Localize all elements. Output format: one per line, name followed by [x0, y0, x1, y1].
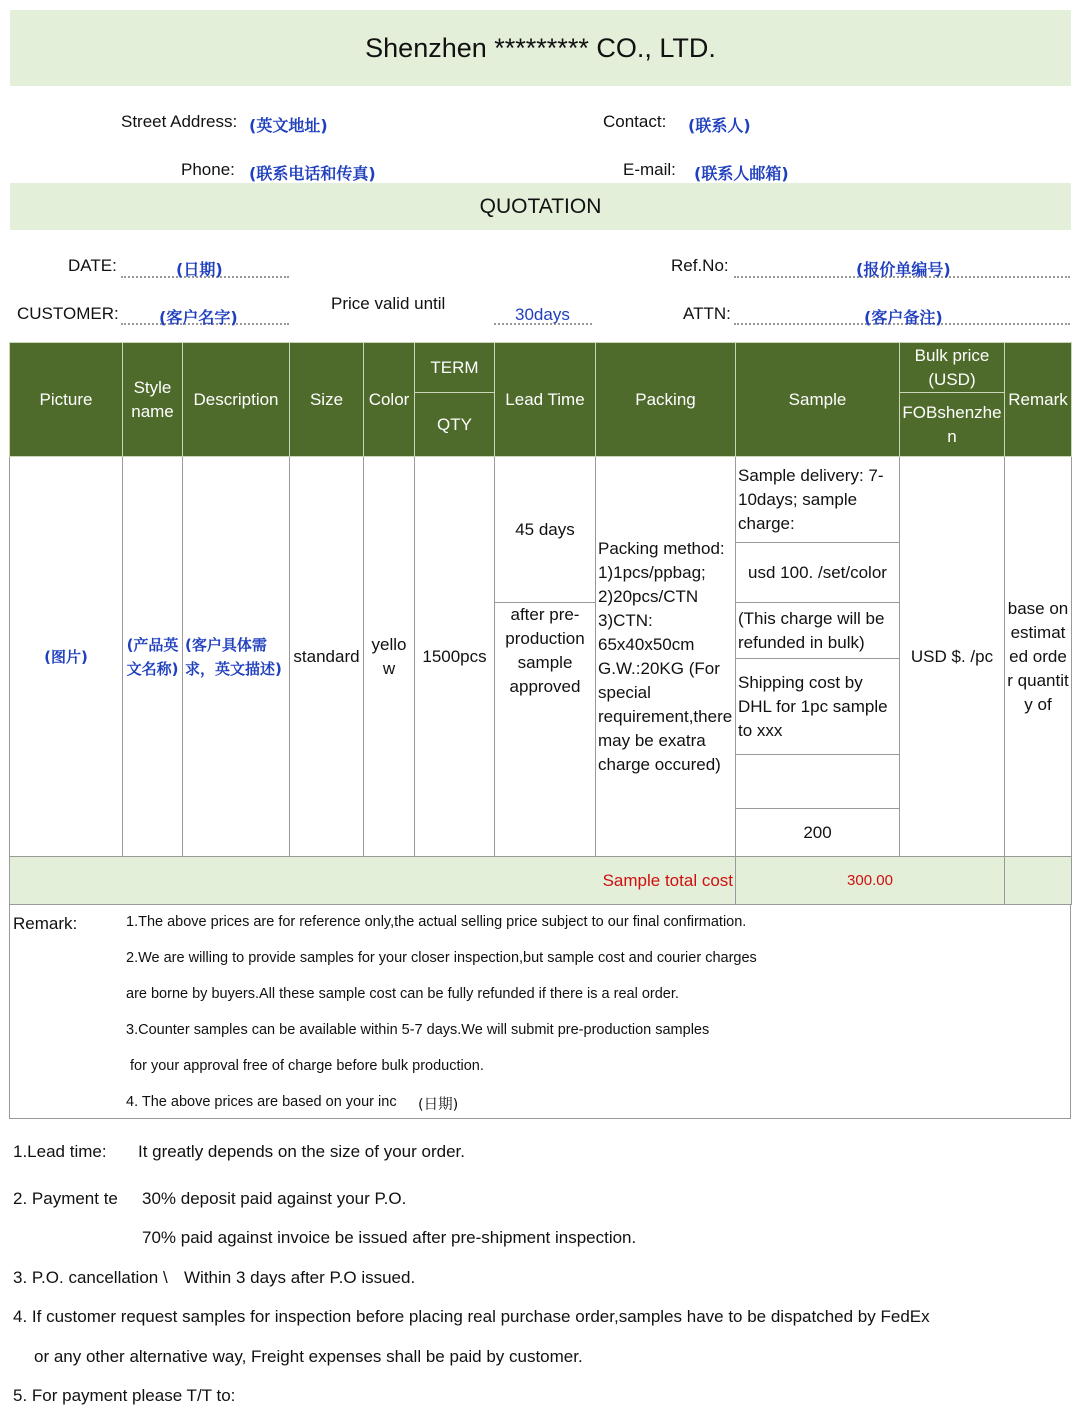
cell-sample-charge: usd 100. /set/color [736, 543, 900, 603]
remark-label: Remark: [13, 914, 78, 933]
ref-no-value: (报价单编号) [856, 260, 951, 279]
cell-sample-empty [736, 755, 900, 809]
cell-picture: (图片) [10, 457, 123, 857]
cell-packing: Packing method: 1)1pcs/ppbag; 2)20pcs/CTN 3)CTN: 65x40x50cm G.W.:20KG (For special requirement,there may be exatra charge occured) [596, 457, 736, 857]
data-row-a [10, 457, 1072, 543]
header-row-1 [10, 343, 1072, 393]
cell-sample-shipping: Shipping cost by DHL for 1pc sample to xxx [736, 659, 900, 755]
date-label: DATE: [68, 256, 117, 275]
remark-line-3: are borne by buyers.All these sample cost can be fully refunded if there is a real order. [126, 986, 679, 1002]
sample-total-label: Sample total cost [10, 857, 736, 905]
cell-lead-time-condition: after pre-production sample approved [495, 603, 596, 857]
header-description: Description [183, 343, 290, 457]
cell-style-name: (产品英文名称) [123, 457, 183, 857]
samples-term-line-1: 4. If customer request samples for inspection before placing real purchase order,samples have to be dispatched by FedEx [13, 1307, 930, 1326]
cell-size: standard [290, 457, 364, 857]
remark-line-5: for your approval free of charge before bulk production. [126, 1058, 484, 1074]
remark-section [9, 904, 1071, 1119]
ref-no-label: Ref.No: [671, 256, 729, 275]
sample-total-row [10, 857, 1072, 905]
cell-qty: 1500pcs [415, 457, 495, 857]
header-bulk-price: Bulk price (USD) [900, 343, 1005, 393]
remark-line-2: 2.We are willing to provide samples for your closer inspection,but sample cost and courier charges [126, 950, 757, 966]
email-value: (联系人邮箱) [694, 164, 789, 183]
header-color: Color [364, 343, 415, 457]
remark-line-4: 3.Counter samples can be available within 5-7 days.We will submit pre-production samples [126, 1022, 710, 1038]
company-name: Shenzhen ********* CO., LTD. [365, 32, 716, 63]
cell-sample-total: 200 [736, 809, 900, 857]
cell-description: (客户具体需求，英文描述) [183, 457, 290, 857]
header-lead-time: Lead Time [495, 343, 596, 457]
remark-line-6: 4. The above prices are based on your inc [126, 1094, 397, 1110]
header-qty: QTY [415, 393, 495, 457]
lead-time-value: It greatly depends on the size of your order. [138, 1142, 465, 1161]
header-packing: Packing [596, 343, 736, 457]
header-size: Size [290, 343, 364, 457]
header-remark: Remark [1005, 343, 1072, 457]
street-address-label: Street Address: [121, 112, 238, 131]
email-label: E-mail: [623, 160, 676, 179]
cell-color: yellow [364, 457, 415, 857]
phone-label: Phone: [181, 160, 235, 179]
payment-label: 2. Payment te [13, 1189, 118, 1208]
price-valid-value: 30days [515, 305, 570, 324]
cell-sample-refund: (This charge will be refunded in bulk) [736, 603, 900, 659]
customer-label: CUSTOMER: [17, 304, 119, 323]
lead-time-label: 1.Lead time: [13, 1142, 107, 1161]
street-address-value: (英文地址) [249, 116, 328, 135]
header-sample: Sample [736, 343, 900, 457]
header-fob: FOBshenzhen [900, 393, 1005, 457]
cancellation-label: 3. P.O. cancellation \ [13, 1268, 168, 1287]
remark-line-1: 1.The above prices are for reference only,the actual selling price subject to our final confirmation. [126, 914, 747, 930]
header-style-name: Style name [123, 343, 183, 457]
cell-remark: base on estimated order quantity of [1005, 457, 1072, 857]
samples-term-line-2: or any other alternative way, Freight expenses shall be paid by customer. [34, 1347, 583, 1366]
company-title-band [10, 10, 1071, 86]
remark-line-6-date: (日期) [418, 1097, 459, 1113]
contact-value: (联系人) [688, 116, 751, 135]
attn-label: ATTN: [683, 304, 731, 323]
price-valid-label: Price valid until [331, 294, 446, 313]
header-picture: Picture [10, 343, 123, 457]
phone-value: (联系电话和传真) [249, 164, 376, 183]
sample-total-empty [1005, 857, 1072, 905]
cell-sample-delivery: Sample delivery: 7-10days; sample charge: [736, 457, 900, 543]
quotation-band [10, 183, 1071, 230]
cell-bulk-price: USD $. /pc [900, 457, 1005, 857]
quotation-table [9, 342, 1072, 905]
attn-value: (客户备注) [864, 308, 943, 327]
cancellation-value: Within 3 days after P.O issued. [184, 1268, 416, 1287]
sample-total-value: 300.00 [736, 857, 1005, 905]
contact-label: Contact: [603, 112, 667, 131]
payment-value-2: 70% paid against invoice be issued after pre-shipment inspection. [142, 1228, 637, 1247]
payment-value-1: 30% deposit paid against your P.O. [142, 1189, 407, 1208]
customer-value: (客户名字) [159, 308, 238, 327]
payment-tt-line: 5. For payment please T/T to: [13, 1386, 236, 1405]
quotation-title: QUOTATION [479, 194, 602, 218]
date-value: (日期) [176, 260, 223, 279]
header-term: TERM [415, 343, 495, 393]
cell-lead-time-days: 45 days [495, 457, 596, 603]
